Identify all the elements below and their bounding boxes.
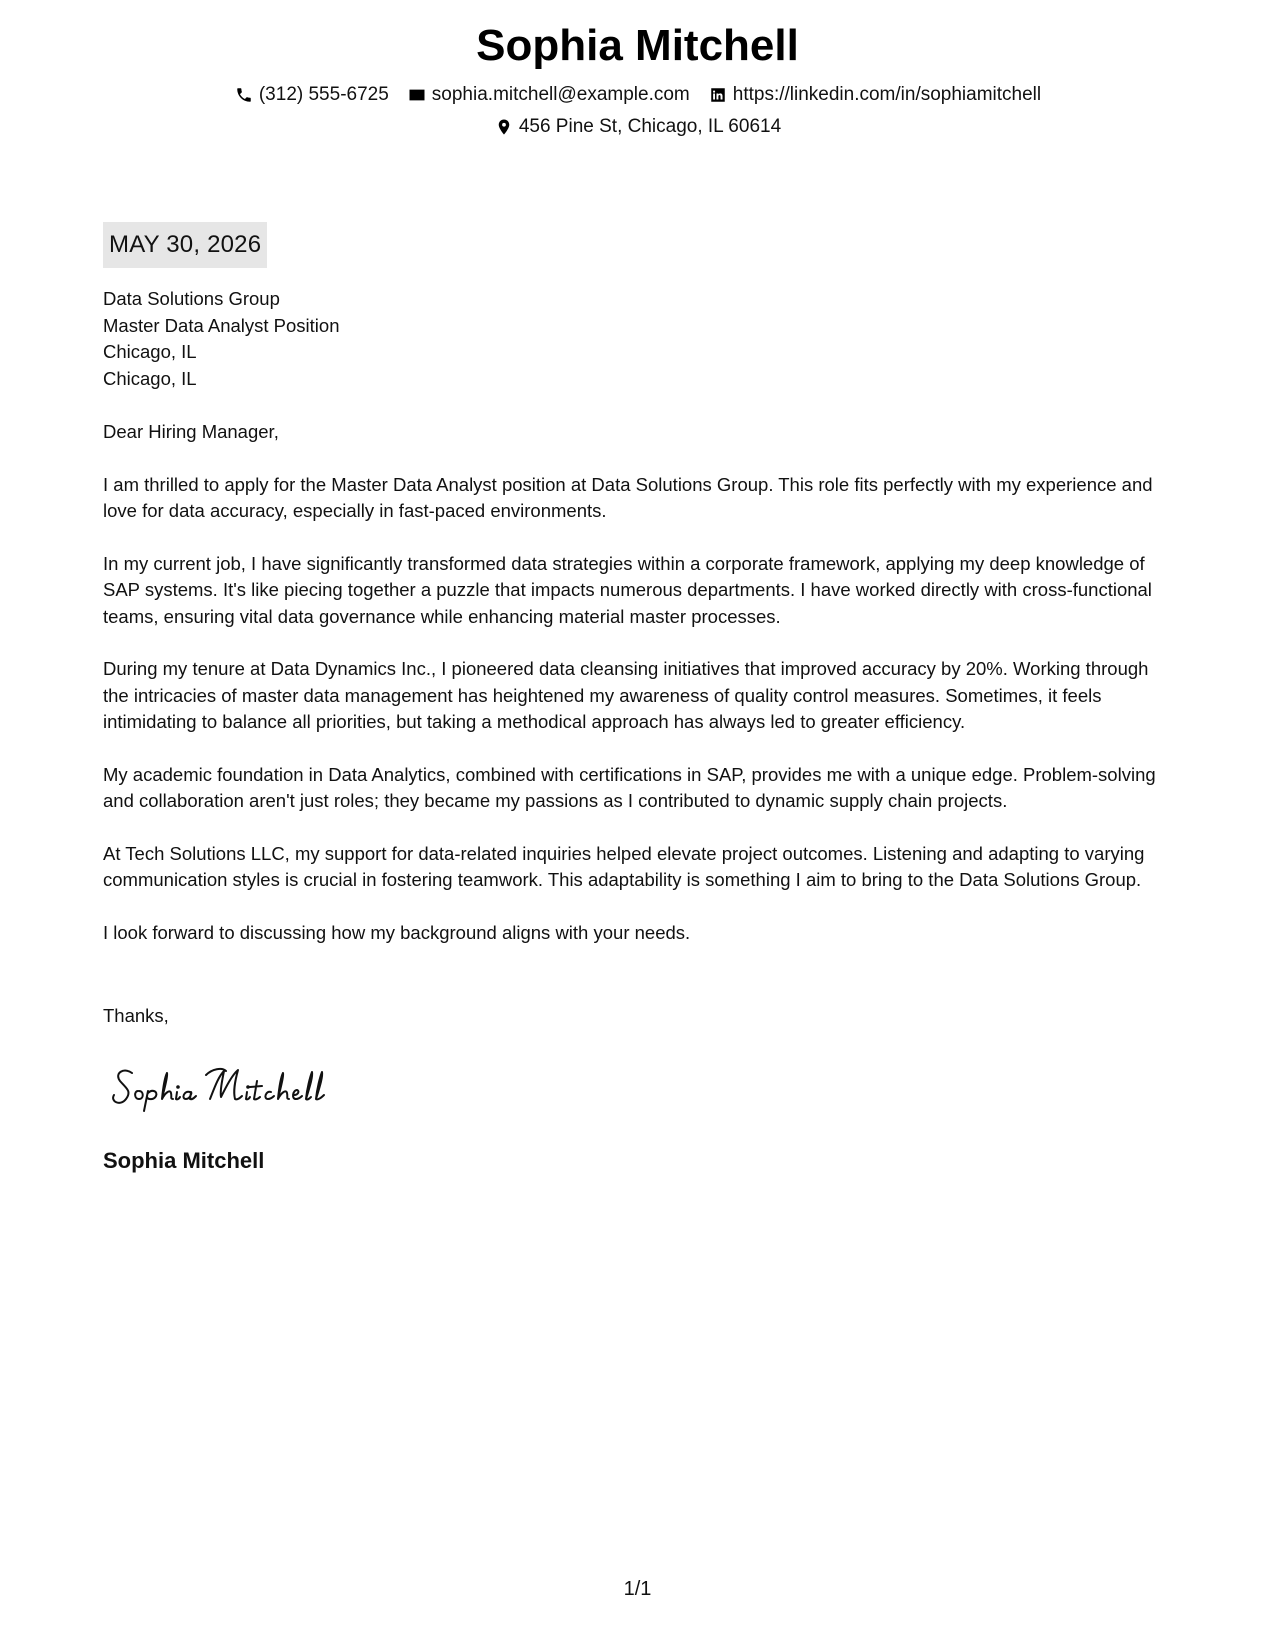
closing-line: Thanks,: [103, 1005, 169, 1026]
body-paragraph: During my tenure at Data Dynamics Inc., I pioneered data cleansing initiatives that improved accuracy by 20%. Working through the intricacies of master data management has heightened my awareness of quality control measures. Sometimes, it feels intimidating to balance all priorities, but taking a methodical approach has always led to greater efficiency.: [103, 658, 1149, 732]
recipient-position: Master Data Analyst Position: [103, 314, 340, 336]
body-paragraph: My academic foundation in Data Analytics, combined with certifications in SAP, provides me with a unique edge. Problem-solving and collaboration aren't just roles; they became my passions as I contributed to dynamic supply chain projects.: [103, 763, 1156, 811]
applicant-name: Sophia Mitchell: [476, 21, 799, 70]
email-link[interactable]: sophia.mitchell@example.com: [431, 84, 690, 105]
address-text: 456 Pine St, Chicago, IL 60614: [518, 116, 782, 137]
signer-name: Sophia Mitchell: [103, 1148, 265, 1173]
letter-header: [0, 18, 1275, 142]
page-number: 1/1: [623, 1578, 652, 1600]
recipient-block: [103, 286, 340, 392]
contact-phone: [234, 80, 389, 110]
handwritten-signature: [110, 1055, 360, 1115]
phone-icon: [234, 85, 254, 105]
contact-email: [407, 80, 690, 110]
phone-text: (312) 555-6725: [258, 84, 389, 105]
envelope-icon: [407, 85, 427, 105]
letter-body: [103, 419, 1178, 972]
body-paragraph: I look forward to discussing how my background aligns with your needs.: [103, 921, 691, 943]
salutation: Dear Hiring Manager,: [103, 421, 279, 442]
body-paragraph: At Tech Solutions LLC, my support for data-related inquiries helped elevate project outcomes. Listening and adapting to varying communication styles is crucial in fostering teamwork. This adaptability is something I aim to bring to the Data Solutions Group.: [103, 842, 1145, 890]
map-marker-icon: [494, 117, 514, 137]
body-paragraph: I am thrilled to apply for the Master Data Analyst position at Data Solutions Group. This role fits perfectly with my experience and love for data accuracy, especially in fast-paced environments.: [103, 473, 1153, 521]
contact-row: [0, 80, 1275, 110]
linkedin-link[interactable]: https://linkedin.com/in/sophiamitchell: [732, 84, 1042, 105]
linkedin-icon: [708, 85, 728, 105]
address-row: [0, 112, 1275, 142]
recipient-company: Data Solutions Group: [103, 288, 280, 309]
contact-address: [494, 112, 781, 142]
recipient-city-2: Chicago, IL: [103, 367, 197, 389]
contact-linkedin: [708, 80, 1041, 110]
body-paragraph: In my current job, I have significantly transformed data strategies within a corporate framework, applying my deep knowledge of SAP systems. It's like piecing together a puzzle that impacts numerous departments. I have worked directly with cross-functional teams, ensuring vital data governance while enhancing material master processes.: [103, 552, 1152, 627]
letter-date: MAY 30, 2026: [103, 222, 267, 268]
recipient-city: Chicago, IL: [103, 341, 197, 362]
